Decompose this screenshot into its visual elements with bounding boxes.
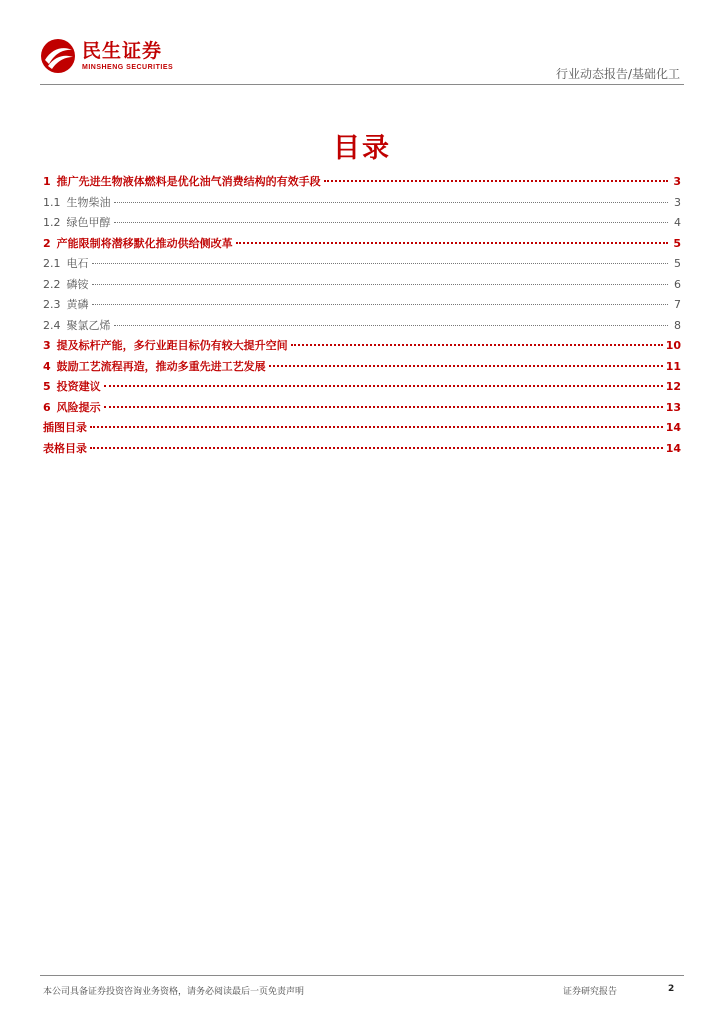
page-number: 2 bbox=[668, 984, 675, 994]
toc-dot-leader bbox=[92, 304, 669, 305]
toc-entry-number: 1 bbox=[43, 175, 51, 188]
toc-entry-title: 聚氯乙烯 bbox=[66, 318, 111, 332]
toc-dot-leader bbox=[92, 284, 669, 285]
toc-entry-page: 8 bbox=[674, 318, 681, 332]
toc-dot-leader bbox=[291, 344, 663, 346]
toc-entry-page: 5 bbox=[674, 257, 681, 270]
toc-entry-title: 生物柴油 bbox=[66, 195, 111, 209]
toc-entry-title: 推广先进生物液体燃料是优化油气消费结构的有效手段 bbox=[56, 175, 321, 188]
toc-entry[interactable] bbox=[43, 276, 681, 297]
toc-entry-title: 投资建议 bbox=[56, 380, 101, 393]
toc-entry-number: 2.1 bbox=[43, 257, 61, 270]
toc-entry-number: 2 bbox=[43, 236, 51, 250]
toc-entry-title: 磷铵 bbox=[66, 277, 89, 291]
toc-entry-number: 2.4 bbox=[43, 318, 61, 332]
toc-entry[interactable] bbox=[43, 235, 681, 256]
logo-mark-icon bbox=[40, 38, 76, 74]
toc-entry-number: 6 bbox=[43, 400, 51, 414]
header-divider bbox=[40, 84, 684, 85]
toc-dot-leader bbox=[114, 325, 669, 326]
toc-entry-title: 绿色甲醇 bbox=[66, 216, 111, 229]
toc-entry-number: 4 bbox=[43, 359, 51, 373]
page-header bbox=[40, 38, 684, 84]
toc-entry-title: 产能限制将潜移默化推动供给侧改革 bbox=[56, 236, 233, 250]
toc-entry-number: 3 bbox=[43, 339, 51, 352]
toc-entry[interactable] bbox=[43, 337, 681, 358]
toc-title: 目录 bbox=[333, 133, 391, 164]
toc-entry[interactable] bbox=[43, 378, 681, 399]
toc-dot-leader bbox=[324, 180, 668, 182]
toc-entry[interactable] bbox=[43, 440, 681, 461]
toc-entry[interactable] bbox=[43, 317, 681, 338]
logo-english-name: MINSHENG SECURITIES bbox=[82, 63, 174, 71]
toc-entry-page: 3 bbox=[673, 175, 681, 188]
table-of-contents bbox=[43, 173, 681, 460]
toc-entry-title: 鼓励工艺流程再造，推动多重先进工艺发展 bbox=[56, 359, 266, 373]
logo-chinese-name: 民生证券 bbox=[82, 39, 163, 62]
toc-entry-title: 电石 bbox=[66, 257, 89, 270]
report-type: 行业动态报告/基础化工 bbox=[555, 67, 680, 81]
toc-entry[interactable] bbox=[43, 194, 681, 215]
toc-entry-title: 表格目录 bbox=[43, 441, 87, 455]
toc-dot-leader bbox=[90, 426, 663, 428]
toc-entry-page: 14 bbox=[665, 441, 681, 455]
toc-entry-title: 黄磷 bbox=[66, 298, 89, 311]
toc-entry-number: 1.1 bbox=[43, 195, 61, 209]
toc-dot-leader bbox=[104, 406, 663, 408]
toc-entry-page: 4 bbox=[674, 216, 681, 229]
toc-entry-title: 风险提示 bbox=[56, 400, 101, 414]
toc-dot-leader bbox=[269, 365, 663, 367]
toc-entry-page: 3 bbox=[674, 195, 681, 209]
toc-dot-leader bbox=[92, 263, 669, 264]
toc-entry-page: 7 bbox=[674, 298, 681, 311]
toc-entry-number: 2.3 bbox=[43, 298, 61, 311]
footer-disclaimer: 本公司具备证券投资咨询业务资格，请务必阅读最后一页免责声明 bbox=[43, 987, 305, 997]
toc-entry[interactable] bbox=[43, 358, 681, 379]
footer-doc-type: 证券研究报告 bbox=[563, 987, 618, 997]
toc-entry-page: 10 bbox=[665, 339, 681, 352]
toc-dot-leader bbox=[236, 242, 668, 244]
footer-divider bbox=[40, 975, 684, 976]
toc-entry[interactable] bbox=[43, 399, 681, 420]
toc-entry-page: 6 bbox=[674, 277, 681, 291]
toc-entry-page: 5 bbox=[673, 236, 681, 250]
toc-entry-number: 2.2 bbox=[43, 277, 61, 291]
toc-entry-number: 1.2 bbox=[43, 216, 61, 229]
toc-dot-leader bbox=[90, 447, 663, 449]
toc-entry-page: 11 bbox=[665, 359, 681, 373]
toc-dot-leader bbox=[114, 222, 669, 223]
toc-entry[interactable] bbox=[43, 419, 681, 440]
toc-dot-leader bbox=[104, 385, 663, 387]
toc-dot-leader bbox=[114, 202, 669, 203]
toc-entry-title: 插图目录 bbox=[43, 421, 87, 434]
toc-entry-title: 提及标杆产能，多行业距目标仍有较大提升空间 bbox=[56, 339, 288, 352]
toc-entry-page: 13 bbox=[665, 400, 681, 414]
toc-entry[interactable] bbox=[43, 296, 681, 317]
company-logo bbox=[40, 38, 173, 74]
toc-entry[interactable] bbox=[43, 255, 681, 276]
toc-entry[interactable] bbox=[43, 214, 681, 235]
toc-entry-page: 12 bbox=[665, 380, 681, 393]
toc-entry-page: 14 bbox=[665, 421, 681, 434]
toc-entry-number: 5 bbox=[43, 380, 51, 393]
toc-entry[interactable] bbox=[43, 173, 681, 194]
